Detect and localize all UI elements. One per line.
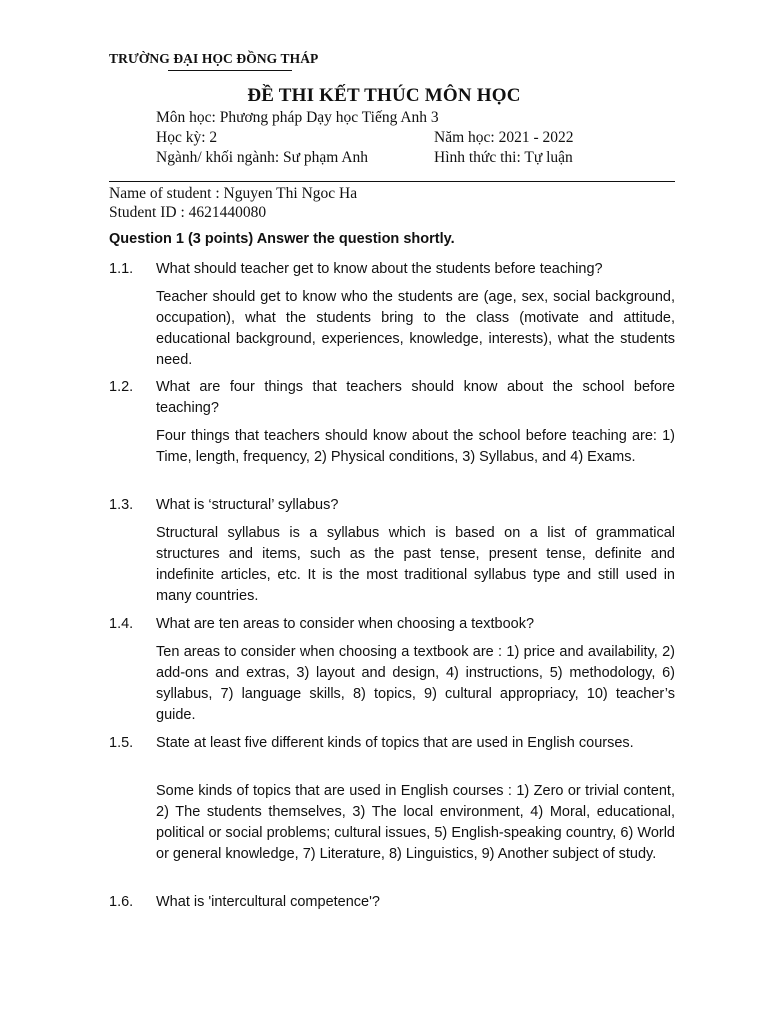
student-name: Name of student : Nguyen Thi Ngoc Ha [109,185,358,202]
exam-title: ĐỀ THI KẾT THÚC MÔN HỌC [247,85,521,106]
exam-form-line: Hình thức thi: Tự luận [434,149,573,166]
item-number: 1.5. [109,735,134,751]
item-answer: Structural syllabus is a syllabus which is based on a list of grammatical structures and items, such as the past tense, present tense, definite and indefinite articles, etc. It is the most traditional syllabus type and still used in many countries. [156,525,675,604]
item-answer: Teacher should get to know who the students are (age, sex, social background, occupation), what the students bring to the class (motivate and attitude, educational background, experiences, knowledge, interests), what the students need. [156,289,675,368]
item-number: 1.2. [109,379,134,395]
school-year-line: Năm học: 2021 - 2022 [434,129,574,146]
item-answer: Four things that teachers should know about the school before teaching are: 1) Time, length, frequency, 2) Physical conditions, 3) Syllabus, and 4) Exams. [156,428,675,465]
item-number: 1.3. [109,497,134,513]
item-number: 1.4. [109,616,134,632]
item-question: What should teacher get to know about the students before teaching? [156,261,603,277]
student-id: Student ID : 4621440080 [109,204,267,221]
subject-line: Môn học: Phương pháp Dạy học Tiếng Anh 3 [156,109,439,126]
item-question: State at least five different kinds of topics that are used in English courses. [156,735,634,751]
item-question: What are four things that teachers should know about the school before teaching? [156,379,675,416]
item-question: What is 'intercultural competence'? [156,894,380,910]
item-number: 1.6. [109,894,134,910]
header-divider [109,181,675,182]
item-number: 1.1. [109,261,134,277]
school-underline [168,70,292,71]
item-question: What are ten areas to consider when choosing a textbook? [156,616,535,632]
item-answer: Ten areas to consider when choosing a textbook are : 1) price and availability, 2) add-ons and extras, 3) layout and design, 4) instructions, 5) methodology, 6) syllabus, 7) language skills, 8) topics, 9) cultural appropriacy, 10) teacher’s guide. [156,644,675,723]
semester-line: Học kỳ: 2 [156,129,218,146]
item-answer: Some kinds of topics that are used in English courses : 1) Zero or trivial content, 2) The students themselves, 3) The local environment, 4) Moral, educational, political or social problems; cultural issues, 5) English-speaking country, 6) World or general knowledge, 7) Literature, 8) Linguistics, 9) Another subject of study. [156,783,675,862]
question-1-heading: Question 1 (3 points) Answer the question shortly. [109,231,455,247]
major-line: Ngành/ khối ngành: Sư phạm Anh [156,149,369,166]
school-name: TRƯỜNG ĐẠI HỌC ĐỒNG THÁP [109,51,319,66]
item-question: What is ‘structural’ syllabus? [156,497,339,513]
